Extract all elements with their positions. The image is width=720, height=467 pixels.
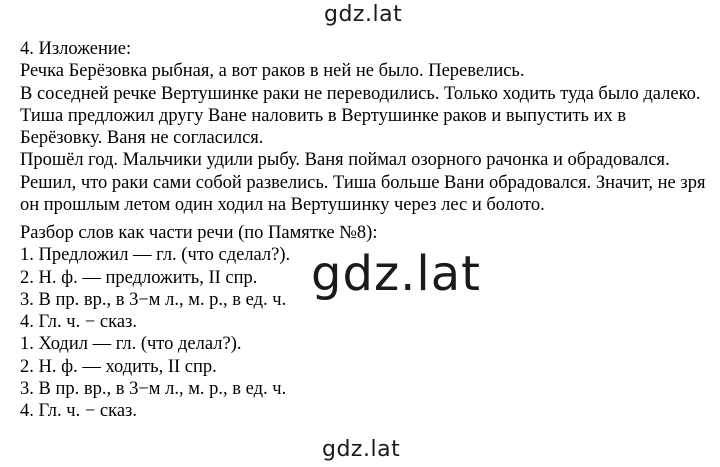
exposition-line: Прошёл год. Мальчики удили рыбу. Ваня поймал озорного рачонка и обрадовался.	[20, 150, 670, 171]
watermark-bottom: gdz.lat	[322, 437, 401, 462]
watermark-top: gdz.lat	[324, 2, 403, 27]
parsing-line: 4. Гл. ч. − сказ.	[20, 312, 137, 333]
exposition-line: Решил, что раки сами собой развелись. Тиша больше Вани обрадовался. Значит, не зря	[20, 172, 706, 193]
parsing-line: 1. Ходил — гл. (что делал?).	[20, 334, 242, 355]
parsing-line: 3. В пр. вр., в 3−м л., м. р., в ед. ч.	[20, 289, 287, 310]
parsing-line: 4. Гл. ч. − сказ.	[20, 401, 137, 422]
exposition-line: Речка Берёзовка рыбная, а вот раков в ней не было. Перевелись.	[20, 61, 525, 82]
exposition-line: Тиша предложил другу Ване наловить в Вертушинке раков и выпустить их в	[20, 105, 627, 126]
exposition-line: Берёзовку. Ваня не согласился.	[20, 128, 264, 149]
exposition-heading: 4. Изложение:	[20, 39, 132, 59]
exposition-line: В соседней речке Вертушинке раки не переводились. Только ходить туда было далеко.	[20, 83, 701, 104]
parsing-line: 1. Предложил — гл. (что сделал?).	[20, 245, 291, 266]
exposition-text	[20, 38, 705, 216]
watermark-middle: gdz.lat	[311, 246, 481, 302]
exposition-line: он прошлым летом один ходил на Вертушинку через лес и болото.	[20, 195, 545, 216]
parsing-line: 2. Н. ф. — предложить, II спр.	[20, 267, 258, 288]
parsing-heading: Разбор слов как части речи (по Памятке №8):	[20, 223, 378, 243]
parsing-line: 3. В пр. вр., в 3−м л., м. р., в ед. ч.	[20, 379, 287, 400]
parsing-line: 2. Н. ф. — ходить, II спр.	[20, 356, 217, 377]
